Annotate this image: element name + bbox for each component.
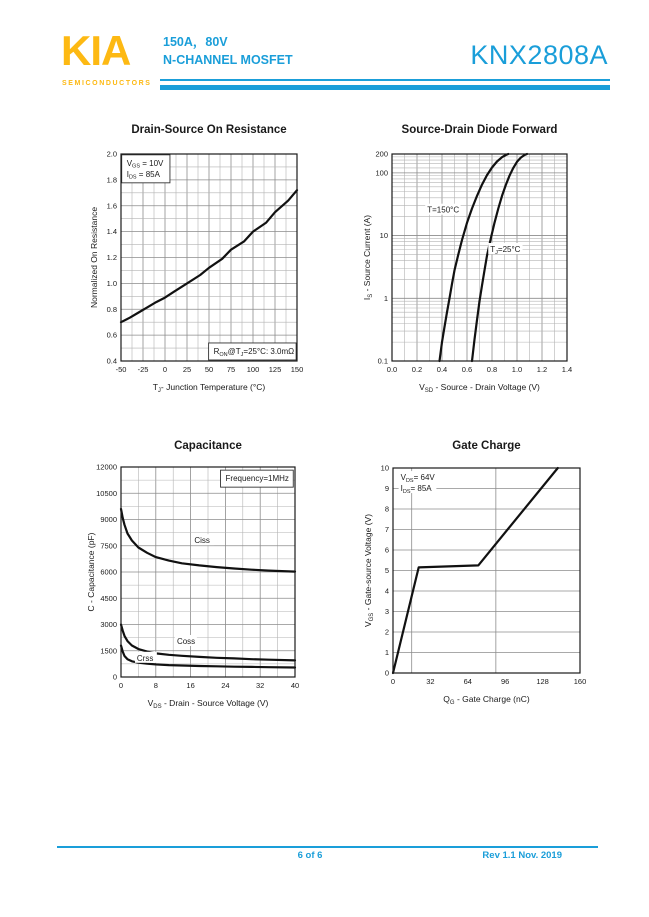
- chart-svg: [55, 433, 345, 725]
- chart-capacitance: [55, 433, 345, 725]
- annotation-text: Ciss: [194, 536, 210, 546]
- y-tick-label: 10500: [96, 488, 117, 498]
- annotation-text: Crss: [136, 653, 154, 663]
- x-tick-label: 0.8: [486, 365, 498, 374]
- y-axis-title: $V_{GS}$ - Gate-source Voltage (V): [363, 513, 375, 628]
- y-tick-label: 0.1: [377, 356, 388, 366]
- y-tick-label: 0: [112, 672, 117, 682]
- y-tick-label: 2.0: [106, 149, 117, 159]
- x-axis-title: $V_{DS}$ - Drain - Source Voltage (V): [147, 698, 269, 710]
- y-tick-label: 1: [384, 648, 389, 658]
- x-axis-title: $T_J-$ Junction Temperature (°C): [152, 382, 266, 394]
- y-tick-label: 100: [375, 168, 388, 178]
- device-rating: 150A，80V: [163, 35, 228, 49]
- y-tick-label: 10: [379, 231, 388, 241]
- x-tick-label: 40: [290, 681, 300, 690]
- y-tick-label: 1: [383, 293, 388, 303]
- kia-logo: KIA: [61, 27, 131, 74]
- chart-svg: [330, 433, 620, 725]
- x-tick-label: 1.4: [561, 365, 573, 374]
- y-tick-label: 12000: [96, 462, 117, 472]
- annotation-text: T=150°C: [427, 205, 460, 215]
- x-tick-label: 125: [268, 365, 282, 374]
- chart-title: Gate Charge: [452, 440, 521, 452]
- y-axis-title: $I_S$ - Source Current (A): [362, 214, 374, 301]
- x-tick-label: 150: [290, 365, 304, 374]
- x-tick-label: 160: [573, 677, 587, 686]
- y-tick-label: 0: [384, 668, 389, 678]
- y-axis-title: C - Capacitance (pF): [86, 532, 96, 612]
- x-tick-label: 0: [390, 677, 396, 686]
- y-tick-label: 0.6: [106, 330, 117, 340]
- y-tick-label: 0.4: [106, 356, 117, 366]
- chart-drain-source-on-resistance: [55, 117, 345, 409]
- y-tick-label: 1.0: [106, 278, 117, 288]
- annotation-text: $T_J=25^\circ C$: [490, 245, 521, 256]
- x-tick-label: 16: [186, 681, 195, 690]
- x-tick-label: 0.4: [436, 365, 448, 374]
- x-tick-label: 128: [536, 677, 549, 686]
- y-tick-label: 6: [384, 545, 389, 555]
- x-tick-label: 25: [182, 365, 192, 374]
- y-tick-label: 1.2: [106, 253, 117, 263]
- x-tick-label: -50: [115, 365, 127, 374]
- y-tick-label: 2: [384, 627, 389, 637]
- x-tick-label: -25: [137, 365, 149, 374]
- annotation-text: $I_{DS}= 85A$: [400, 484, 432, 495]
- y-axis-title: Normalized On Resistance: [89, 206, 99, 309]
- y-tick-label: 4: [384, 586, 389, 596]
- y-tick-label: 9000: [100, 515, 117, 525]
- y-tick-label: 9: [384, 484, 389, 494]
- series: [440, 154, 528, 361]
- x-tick-label: 0.6: [461, 365, 473, 374]
- x-tick-label: 32: [426, 677, 435, 686]
- x-tick-label: 100: [246, 365, 260, 374]
- y-tick-label: 4500: [100, 593, 117, 603]
- x-tick-label: 0: [162, 365, 168, 374]
- x-tick-label: 8: [153, 681, 158, 690]
- footer-rule: [57, 846, 598, 848]
- y-tick-label: 3: [384, 607, 389, 617]
- y-tick-label: 5: [384, 566, 389, 576]
- series-diode-forward-tj-150c: [440, 154, 509, 361]
- y-tick-label: 7: [384, 525, 389, 535]
- chart-svg: [55, 117, 345, 409]
- grid: [393, 468, 580, 673]
- x-tick-label: 0.2: [411, 365, 423, 374]
- device-type: N-CHANNEL MOSFET: [163, 53, 293, 67]
- annotation-text: Frequency=1MHz: [225, 474, 289, 484]
- annotation-text: Coss: [176, 637, 196, 646]
- annotation-text: $V_{GS} = 10V$: [126, 158, 164, 170]
- grid: [392, 154, 567, 361]
- chart-source-drain-diode-forward: [330, 117, 620, 409]
- y-tick-label: 3000: [100, 620, 117, 630]
- series-diode-forward-tj-25c: [472, 154, 527, 361]
- x-tick-label: 1.2: [536, 365, 548, 374]
- y-tick-label: 10: [380, 463, 389, 473]
- y-tick-label: 1500: [100, 646, 117, 656]
- x-tick-label: 64: [463, 677, 472, 686]
- annotations: [425, 204, 522, 256]
- device-description: [163, 33, 293, 69]
- x-tick-label: 24: [221, 681, 230, 690]
- y-tick-label: 1.8: [106, 175, 117, 185]
- x-tick-label: 75: [226, 365, 236, 374]
- chart-title: Capacitance: [174, 440, 242, 452]
- page-number: 6 of 6: [297, 850, 323, 861]
- chart-title: Source-Drain Diode Forward: [401, 124, 558, 136]
- x-tick-label: 50: [204, 365, 214, 374]
- x-tick-label: 0: [118, 681, 124, 690]
- chart-svg: [330, 117, 620, 409]
- x-axis-title: $V_{SD}$ - Source - Drain Voltage (V): [419, 382, 540, 394]
- x-tick-label: 32: [256, 681, 265, 690]
- x-tick-label: 1.0: [511, 365, 523, 374]
- revision-text: Rev 1.1 Nov. 2019: [482, 850, 562, 861]
- x-tick-label: 0.0: [386, 365, 398, 374]
- annotation-text: $V_{DS}= 64V$: [400, 473, 435, 484]
- header-rule-thick: [160, 85, 610, 90]
- y-tick-label: 0.8: [106, 304, 117, 314]
- y-tick-label: 6000: [100, 567, 117, 577]
- part-number: KNX2808A: [470, 40, 608, 70]
- grid: [121, 154, 297, 361]
- annotation-text: $I_{DS} = 85A$: [126, 169, 160, 181]
- y-tick-label: 1.6: [106, 201, 117, 211]
- header-rule-thin: [160, 79, 610, 81]
- y-tick-label: 7500: [100, 541, 117, 551]
- chart-title: Drain-Source On Resistance: [131, 124, 287, 136]
- annotations: [399, 471, 437, 495]
- grid: [121, 467, 295, 677]
- y-tick-label: 1.4: [106, 227, 117, 237]
- annotation-text: $R_{ON}@T_J=25^\circ C$: 3.0mΩ: [213, 346, 295, 358]
- chart-gate-charge: [330, 433, 620, 725]
- kia-logo-subtitle: SEMICONDUCTORS: [62, 80, 152, 87]
- x-tick-label: 96: [501, 677, 510, 686]
- x-axis-title: $Q_G$ - Gate Charge (nC): [443, 694, 530, 706]
- y-tick-label: 200: [375, 149, 388, 159]
- y-tick-label: 8: [384, 504, 389, 514]
